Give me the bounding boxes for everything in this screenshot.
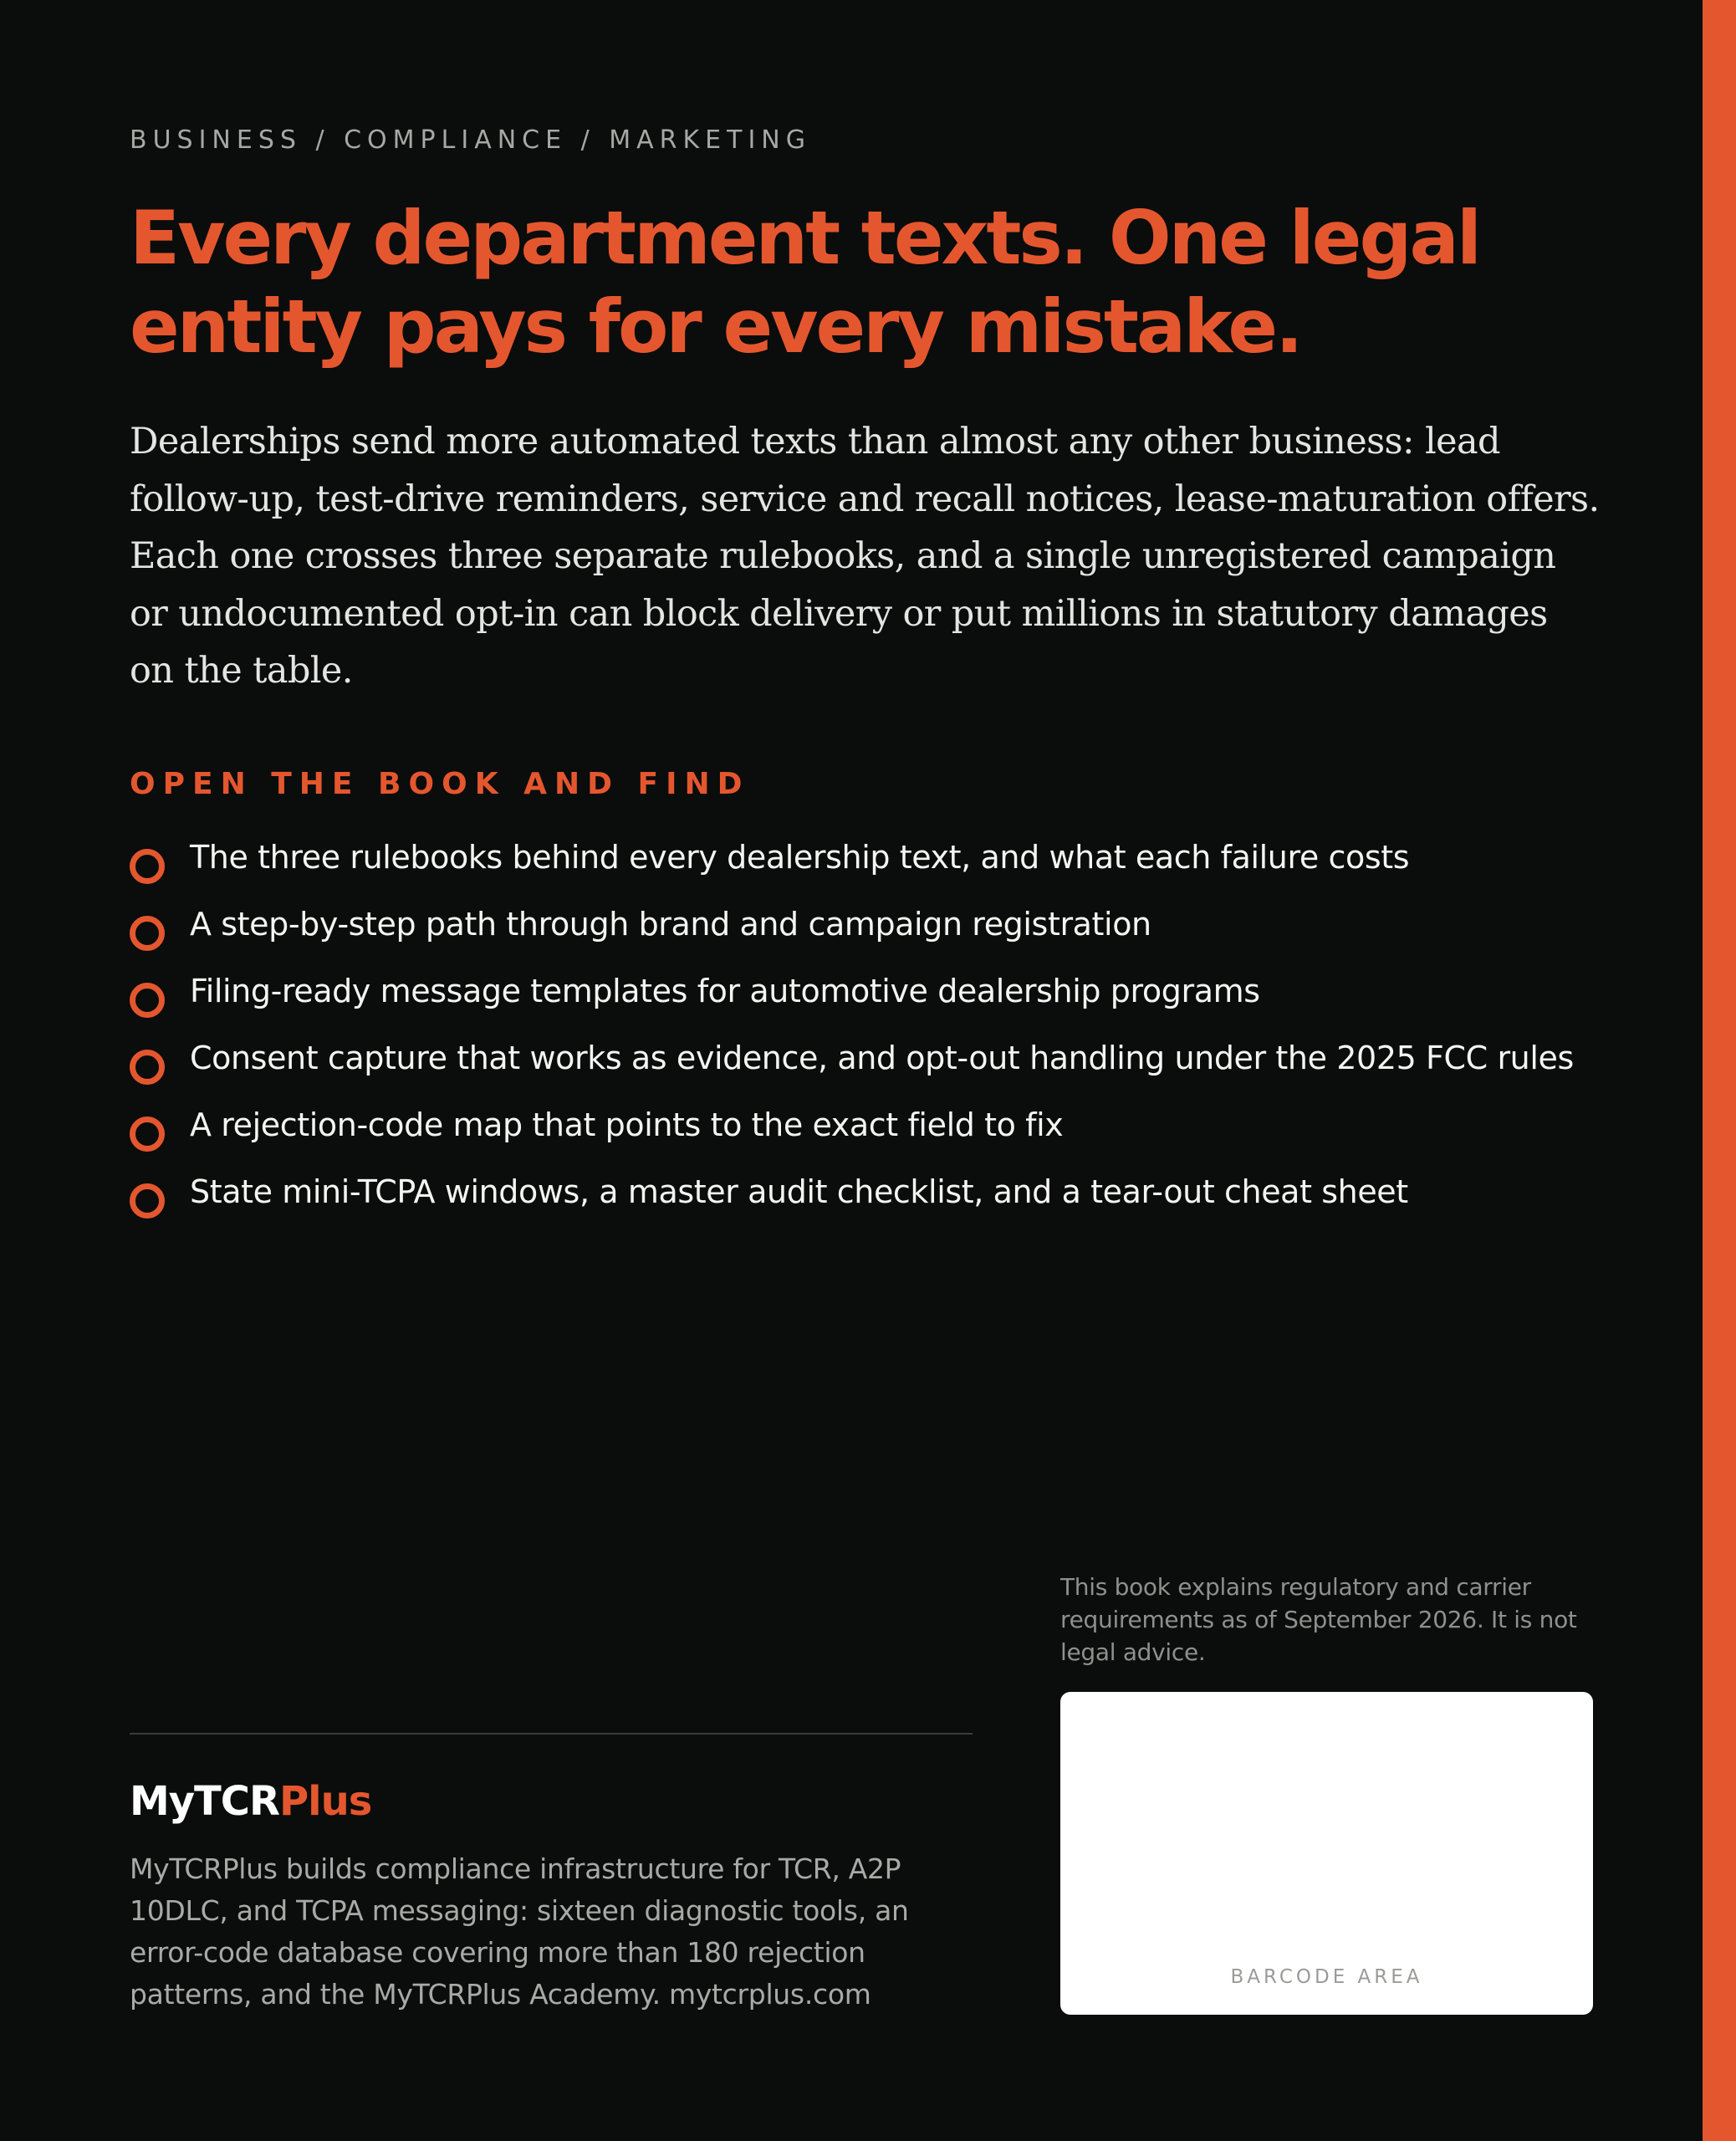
circle-bullet-icon bbox=[130, 983, 165, 1018]
divider bbox=[130, 1733, 973, 1735]
feature-item bbox=[130, 1169, 1601, 1215]
circle-bullet-icon bbox=[130, 1050, 165, 1085]
lede-paragraph: Dealerships send more automated texts than almost any other business: lead follow-up, test-drive reminders, service and recall notices, lease-maturation offers. Each one crosses three separate rulebooks, and a single unregistered campaign or undocumented opt-in can block delivery or put millions in statutory damages on the table. bbox=[130, 421, 1600, 692]
brand-logo bbox=[130, 1778, 371, 1825]
feature-text: The three rulebooks behind every dealership text, and what each failure costs bbox=[190, 839, 1410, 876]
feature-item bbox=[130, 968, 1601, 1014]
feature-item bbox=[130, 835, 1601, 881]
feature-text: State mini-TCPA windows, a master audit checklist, and a tear-out cheat sheet bbox=[190, 1173, 1408, 1210]
feature-text: Filing-ready message templates for automotive dealership programs bbox=[190, 973, 1260, 1009]
brand-name-part2: Plus bbox=[278, 1778, 372, 1825]
spine-accent-bar bbox=[1703, 0, 1736, 2141]
feature-item bbox=[130, 902, 1601, 948]
feature-text: Consent capture that works as evidence, and opt-out handling under the 2025 FCC rules bbox=[190, 1040, 1574, 1076]
feature-text: A step-by-step path through brand and campaign registration bbox=[190, 906, 1151, 943]
circle-bullet-icon bbox=[130, 1183, 165, 1219]
brand-name-part1: MyTCR bbox=[130, 1778, 279, 1825]
category-eyebrow: BUSINESS / COMPLIANCE / MARKETING bbox=[130, 125, 811, 155]
feature-item bbox=[130, 1035, 1601, 1081]
feature-item bbox=[130, 1102, 1601, 1148]
feature-list bbox=[130, 835, 1601, 1236]
barcode-label: BARCODE AREA bbox=[1230, 1966, 1423, 1988]
legal-disclaimer: This book explains regulatory and carrier requirements as of September 2026. It is not legal advice. bbox=[1060, 1573, 1577, 1666]
circle-bullet-icon bbox=[130, 849, 165, 884]
headline: Every department texts. One legal entity pays for every mistake. bbox=[130, 195, 1479, 370]
circle-bullet-icon bbox=[130, 1116, 165, 1152]
circle-bullet-icon bbox=[130, 916, 165, 951]
section-title: OPEN THE BOOK AND FIND bbox=[130, 767, 750, 801]
barcode-area bbox=[1060, 1692, 1593, 2015]
publisher-about: MyTCRPlus builds compliance infrastructure for TCR, A2P 10DLC, and TCPA messaging: sixteen diagnostic tools, an error-code database covering more than 180 rejection patterns, and the MyTCRPlus Academy. mytcrplus.com bbox=[130, 1852, 909, 2011]
feature-text: A rejection-code map that points to the exact field to fix bbox=[190, 1106, 1064, 1143]
